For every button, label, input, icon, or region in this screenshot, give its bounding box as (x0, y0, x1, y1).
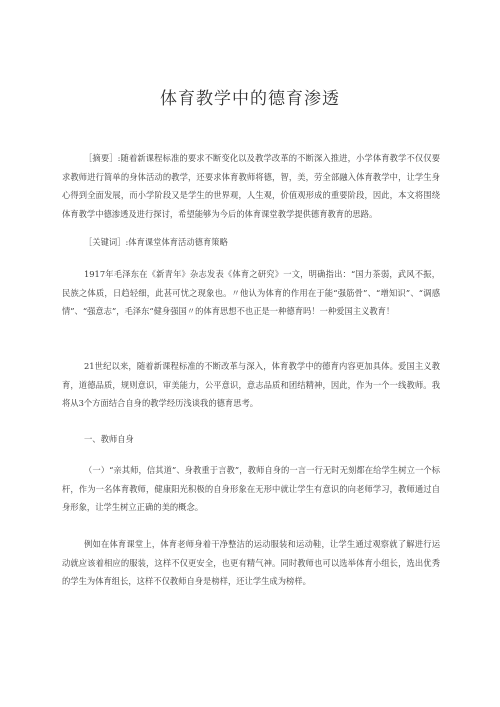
body-paragraph-1: 1917年毛泽东在《新青年》杂志发表《体育之研究》一文，明确指出：“国力茶弱，武风不振，民族之体质，日趋轻细，此甚可忧之现象也。〃他认为体育的作用在于能“强筋骨”、“增知识”、“调感情”、“强意志”，毛泽东“健身强国〃的体育思想不也正是一种德育吗！一种爱国主义教育！ (62, 269, 440, 317)
abstract-paragraph: ［摘要］:随着新课程标准的要求不断变化以及教学改革的不断深入推进，小学体育教学不仅仅要求教师进行简单的身体活动的教学，还要求体育教师将德，智，美，劳全部融入体育教学中，让学生身心得到全面发展，而小学阶段又是学生的世界观，人生观，价值观形成的重要阶段，因此，本文将围绕体育教学中德渗透及进行探讨，希望能够为今后的体育课堂教学提供德育教育的思路。 (62, 153, 440, 220)
section-heading: 一、教师自身 (84, 434, 134, 444)
keywords-paragraph: ［关键词］:体育课堂体育活动德育策略 (84, 237, 228, 247)
body-paragraph-3: （一）“亲其师，信其道”、身教重于言教”，教师自身的一言一行无时无刻都在给学生树立一个标杆，作为一名体育教师，健康阳光积极的自身形象在无形中就让学生有意识的向老师学习，教师通过自身形象，让学生树立正确的美的概念。 (62, 465, 440, 513)
body-paragraph-4: 例如在体育课堂上，体育老师身着干净整洁的运动服装和运动鞋，让学生通过观察就了解进行运动就应该着相应的服装，这样不仅更安全，也更有精气神。同时教师也可以选举体育小组长，选出优秀的学生为体育组长，这样不仅教师自身是榜样，还让学生成为榜样。 (62, 539, 440, 587)
document-title: 体育教学中的德育渗透 (160, 89, 340, 109)
body-paragraph-2: 21世纪以来，随着新课程标准的不断改革与深入，体育教学中的德育内容更加具体。爱国主义教育，道德品质，规则意识，审美能力，公平意识，意志品质和团结精神，因此，作为一个一线教师。我将从3个方面结合自身的教学经历浅谈我的德育思考。 (62, 361, 440, 409)
